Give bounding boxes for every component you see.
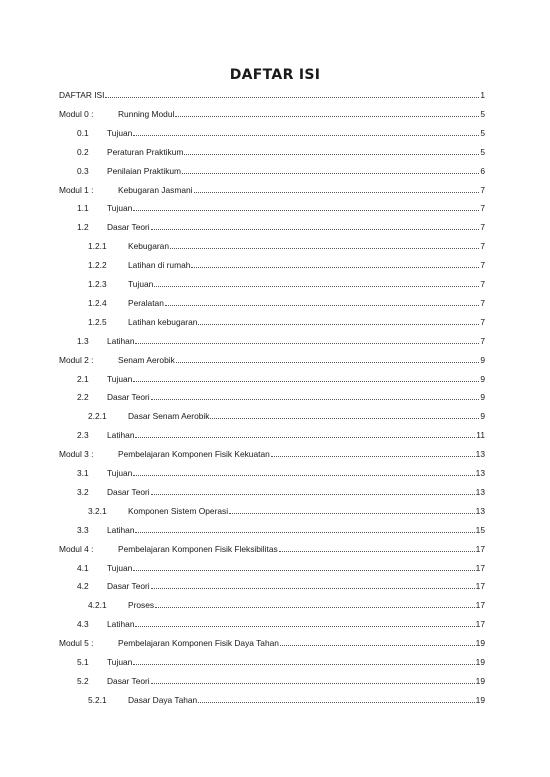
toc-entry-number: Modul 2 : <box>59 354 94 365</box>
dot-leader <box>135 343 479 344</box>
toc-entry[interactable] <box>77 199 485 213</box>
toc-entry-title: Latihan <box>107 524 135 535</box>
toc-entry-title: Pembelajaran Komponen Fisik Daya Tahan <box>118 638 279 649</box>
toc-entry-title: Kebugaran Jasmani <box>118 184 193 195</box>
toc-entry-page-number: 5 <box>480 108 485 119</box>
toc-entry-page-number: 7 <box>480 222 485 233</box>
toc-entry[interactable] <box>77 615 485 629</box>
toc-entry-title: Running Modul <box>118 108 175 119</box>
toc-entry-page-number: 7 <box>480 335 485 346</box>
toc-entry-page-number: 13 <box>475 468 485 478</box>
toc-entry-page-number: 7 <box>480 260 485 271</box>
toc-entry[interactable] <box>77 577 485 591</box>
toc-entry-title: Pembelajaran Komponen Fisik Fleksibilitas <box>118 543 278 554</box>
toc-entry-number: 0.2 <box>77 146 89 157</box>
dot-leader <box>105 97 479 98</box>
toc-entry-title: Penilaian Praktikum <box>107 165 182 176</box>
toc-entry-number: 0.1 <box>77 127 89 138</box>
toc-entry[interactable] <box>77 218 485 232</box>
dot-leader <box>135 437 475 438</box>
toc-entry-number: 4.1 <box>77 562 89 573</box>
toc-entry[interactable] <box>88 237 485 251</box>
toc-entry-page-number: 6 <box>480 165 485 176</box>
dot-leader <box>133 570 474 571</box>
toc-entry[interactable] <box>77 426 485 440</box>
toc-entry-page-number: 7 <box>480 279 485 289</box>
dot-leader <box>280 645 475 646</box>
toc-entry-title: Pembelajaran Komponen Fisik Kekuatan <box>118 449 270 460</box>
dot-leader <box>279 551 475 552</box>
dot-leader <box>176 362 480 363</box>
toc-entry[interactable] <box>59 634 485 648</box>
toc-entry[interactable] <box>88 691 485 705</box>
toc-entry-number: 3.2 <box>77 486 89 497</box>
toc-entry-page-number: 7 <box>480 316 485 327</box>
toc-entry-number: 1.1 <box>77 203 89 214</box>
toc-entry[interactable] <box>77 559 485 573</box>
dot-leader <box>151 229 480 230</box>
toc-entry-title: Dasar Senam Aerobik <box>128 411 210 422</box>
toc-entry-title: Latihan di rumah <box>128 260 191 271</box>
toc-entry-page-number: 9 <box>480 411 485 422</box>
toc-entry[interactable] <box>77 388 485 402</box>
toc-entry-title: Tujuan <box>107 127 133 138</box>
toc-entry-number: 5.1 <box>77 657 89 667</box>
toc-entry-page-number: 7 <box>480 203 485 214</box>
dot-leader <box>133 210 479 211</box>
toc-entry-title: Dasar Teori <box>107 675 150 686</box>
toc-entry-page-number: 9 <box>480 392 485 403</box>
dot-leader <box>198 324 479 325</box>
toc-entry-number: 5.2.1 <box>88 694 107 705</box>
toc-entry-title: Latihan <box>107 335 135 346</box>
dot-leader <box>155 607 475 608</box>
toc-entry[interactable] <box>59 86 485 100</box>
dot-leader <box>271 456 475 457</box>
toc-entry-number: 1.2 <box>77 222 89 233</box>
dot-leader <box>165 305 479 306</box>
toc-entry-page-number: 19 <box>475 657 485 667</box>
dot-leader <box>135 626 474 627</box>
toc-entry[interactable] <box>77 653 485 667</box>
toc-entry-page-number: 5 <box>480 127 485 138</box>
toc-entry[interactable] <box>77 672 485 686</box>
toc-entry-page-number: 5 <box>480 146 485 157</box>
toc-entry-page-number: 19 <box>475 675 485 686</box>
toc-entry-page-number: 13 <box>475 449 485 460</box>
toc-entry-number: 2.3 <box>77 430 89 441</box>
dot-leader <box>182 173 479 174</box>
toc-entry-number: 3.3 <box>77 524 89 535</box>
toc-entry-number: 4.3 <box>77 619 89 630</box>
toc-entry-title: Latihan <box>107 430 135 441</box>
toc-entry-number: 4.2.1 <box>88 600 107 611</box>
toc-entry-page-number: 7 <box>480 184 485 195</box>
toc-entry[interactable] <box>59 445 485 459</box>
dot-leader <box>154 286 479 287</box>
toc-entry-title: Dasar Teori <box>107 392 150 403</box>
toc-entry[interactable] <box>88 256 485 270</box>
toc-entry-page-number: 15 <box>475 524 485 535</box>
toc-entry-number: DAFTAR ISI <box>59 90 105 100</box>
toc-entry-title: Dasar Daya Tahan <box>128 694 198 705</box>
toc-entry-title: Tujuan <box>107 373 133 384</box>
toc-entry-number: 2.2 <box>77 392 89 403</box>
dot-leader <box>133 135 479 136</box>
toc-entry[interactable] <box>59 351 485 365</box>
toc-entry[interactable] <box>59 105 485 119</box>
toc-entry[interactable] <box>77 162 485 176</box>
toc-entry[interactable] <box>77 464 485 478</box>
dot-leader <box>151 399 480 400</box>
dot-leader <box>151 494 475 495</box>
toc-entry-page-number: 19 <box>475 638 485 649</box>
dot-leader <box>133 664 474 665</box>
toc-entry-page-number: 17 <box>475 600 485 611</box>
toc-entry-number: 2.2.1 <box>88 411 107 422</box>
toc-entry-title: Peraturan Praktikum <box>107 146 184 157</box>
toc-entry[interactable] <box>88 275 485 289</box>
toc-entry-title: Latihan <box>107 619 135 630</box>
toc-entry[interactable] <box>77 521 485 535</box>
toc-entry-number: 3.1 <box>77 468 89 478</box>
toc-entry-number: 1.2.2 <box>88 260 107 271</box>
toc-entry-title: Tujuan <box>128 279 154 289</box>
toc-entry-page-number: 17 <box>475 581 485 592</box>
toc-entry[interactable] <box>59 181 485 195</box>
toc-entry-page-number: 7 <box>480 241 485 252</box>
toc-entry-number: 1.2.3 <box>88 279 107 289</box>
dot-leader <box>191 267 479 268</box>
toc-entry[interactable] <box>77 483 485 497</box>
toc-entry-page-number: 9 <box>480 354 485 365</box>
toc-entry-number: Modul 4 : <box>59 543 94 554</box>
toc-entry-number: 3.2.1 <box>88 505 107 516</box>
toc-entry-page-number: 13 <box>475 486 485 497</box>
toc-entry-page-number: 1 <box>480 90 485 100</box>
toc-entry-title: Tujuan <box>107 657 133 667</box>
toc-entry-number: 4.2 <box>77 581 89 592</box>
toc-entry-title: Senam Aerobik <box>118 354 175 365</box>
toc-entry-title: Komponen Sistem Operasi <box>128 505 229 516</box>
toc-entry[interactable] <box>88 294 485 308</box>
toc-entry-number: Modul 0 : <box>59 108 94 119</box>
dot-leader <box>175 116 479 117</box>
page-title: DAFTAR ISI <box>229 67 321 83</box>
toc-entry-title: Tujuan <box>107 203 133 214</box>
dot-leader <box>151 683 475 684</box>
toc-entry-page-number: 17 <box>475 619 485 630</box>
dot-leader <box>170 248 479 249</box>
toc-entry-title: Tujuan <box>107 468 133 478</box>
dot-leader <box>184 154 479 155</box>
toc-entry-title: Dasar Teori <box>107 486 150 497</box>
toc-entry-title: Proses <box>128 600 155 611</box>
toc-entry[interactable] <box>77 332 485 346</box>
toc-entry-number: 1.3 <box>77 335 89 346</box>
toc-entry-title: Dasar Teori <box>107 581 150 592</box>
toc-entry[interactable] <box>88 407 485 421</box>
toc-entry-title: Dasar Teori <box>107 222 150 233</box>
toc-entry-number: 0.3 <box>77 165 89 176</box>
toc-entry[interactable] <box>77 124 485 138</box>
dot-leader <box>135 532 474 533</box>
toc-entry[interactable] <box>77 143 485 157</box>
dot-leader <box>229 513 475 514</box>
toc-entry-title: Kebugaran <box>128 241 169 252</box>
toc-entry-number: 2.1 <box>77 373 89 384</box>
dot-leader <box>198 702 474 703</box>
toc-entry[interactable] <box>88 596 485 610</box>
dot-leader <box>151 588 475 589</box>
toc-entry-page-number: 19 <box>475 694 485 705</box>
toc-entry[interactable] <box>88 313 485 327</box>
toc-entry[interactable] <box>77 370 485 384</box>
toc-entry-number: Modul 5 : <box>59 638 94 649</box>
toc-entry-title: Peralatan <box>128 297 164 308</box>
toc-entry-page-number: 13 <box>475 505 485 516</box>
dot-leader <box>133 475 474 476</box>
toc-entry[interactable] <box>88 502 485 516</box>
toc-entry-page-number: 17 <box>475 562 485 573</box>
toc-entry-number: Modul 3 : <box>59 449 94 460</box>
dot-leader <box>133 381 479 382</box>
toc-entry-page-number: 11 <box>476 430 485 441</box>
toc-entry-number: 1.2.1 <box>88 241 107 252</box>
dot-leader <box>210 418 479 419</box>
toc-entry-page-number: 17 <box>475 543 485 554</box>
toc-entry-page-number: 9 <box>480 373 485 384</box>
toc-entry-title: Tujuan <box>107 562 133 573</box>
toc-entry-number: Modul 1 : <box>59 184 94 195</box>
toc-entry-number: 1.2.5 <box>88 316 107 327</box>
dot-leader <box>194 192 480 193</box>
toc-entry-title: Latihan kebugaran <box>128 316 198 327</box>
toc-entry[interactable] <box>59 540 485 554</box>
toc-entry-page-number: 7 <box>480 297 485 308</box>
toc-entry-number: 5.2 <box>77 675 89 686</box>
toc-entry-number: 1.2.4 <box>88 297 107 308</box>
